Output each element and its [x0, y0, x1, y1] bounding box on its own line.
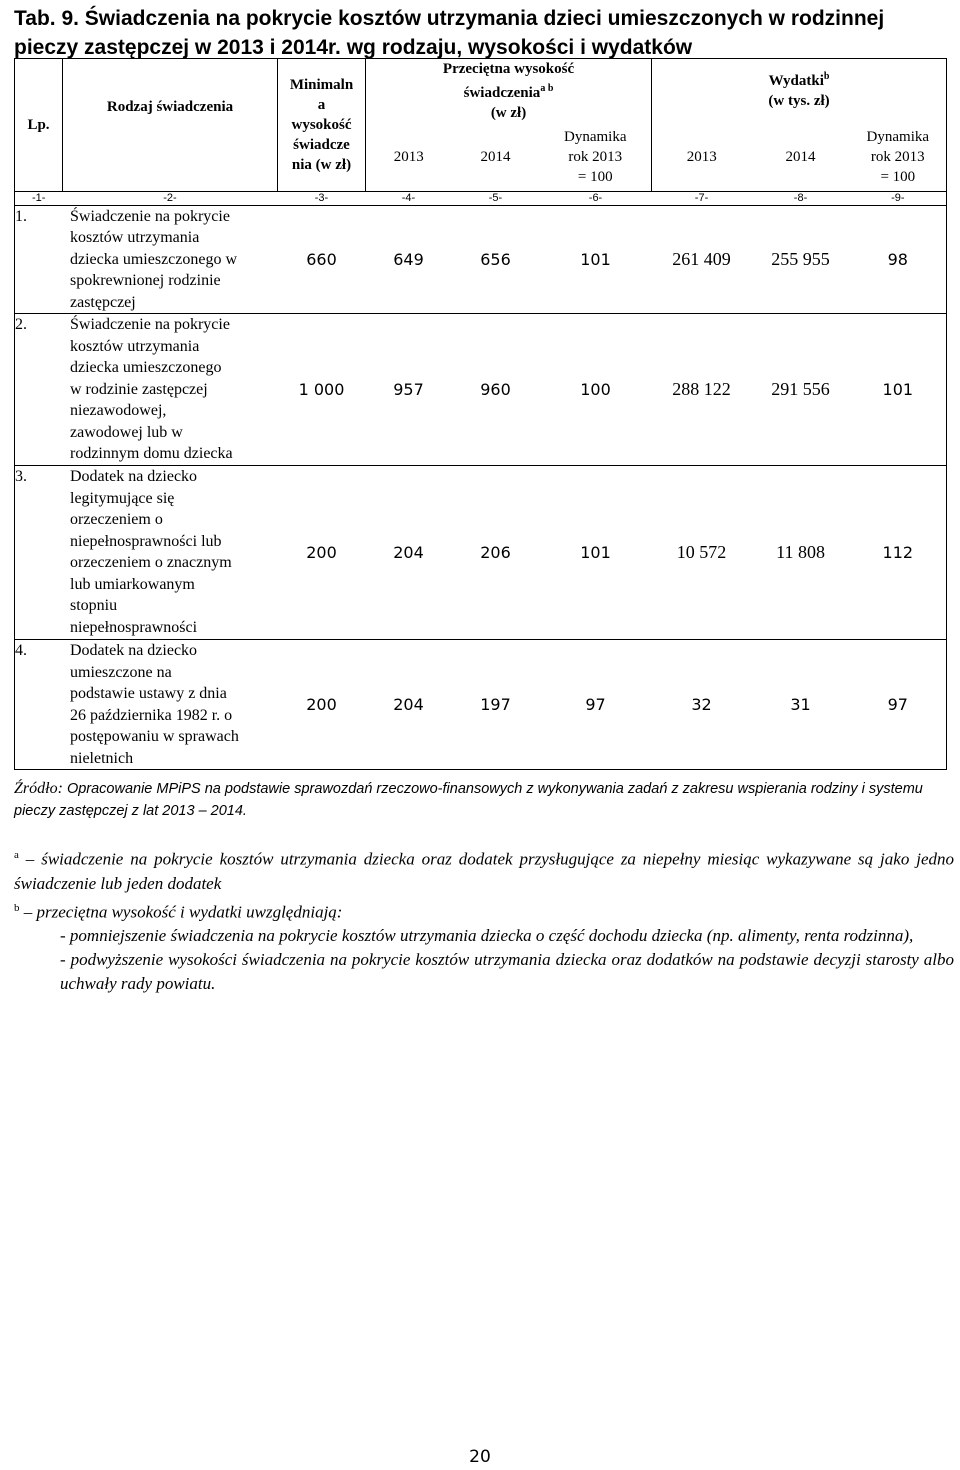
footnote-a — [14, 843, 954, 896]
header-przecietna — [366, 59, 652, 124]
row-type-line: Dodatek na dziecko — [70, 642, 198, 659]
row-type-line: nieletnich — [70, 749, 134, 767]
value-wydatki-2014: 11 808 — [752, 466, 850, 640]
header-wydatki-2013 — [652, 123, 752, 191]
header-wydatki-unit: (w tys. zł) — [768, 93, 830, 109]
header-dynamika-line: rok 2013 — [870, 148, 925, 165]
value-przecietna-2014: 960 — [452, 314, 540, 466]
row-type-line: Świadczenie na pokrycie — [70, 207, 230, 225]
row-type-line: dziecka umieszczonego — [70, 359, 222, 376]
header-year: 2014 — [480, 148, 511, 165]
column-number: -7- — [652, 191, 752, 205]
header-przecietna-line: świadczenia — [463, 85, 541, 101]
value-wydatki-2013: 261 409 — [652, 205, 752, 314]
header-przecietna-dynamika — [540, 123, 652, 191]
footnote-b — [14, 896, 954, 925]
table-row — [15, 205, 947, 314]
header-wydatki-label: Wydatki — [768, 73, 824, 89]
column-number: -4- — [366, 191, 452, 205]
header-year: 2013 — [393, 148, 424, 165]
footnote-b-item: - podwyższenie wysokości świadczenia na pokrycie kosztów utrzymania dziecka oraz dodatków na podstawie decyzji starosty albo uchwały rady powiatu. — [60, 950, 954, 994]
footnote-b-item: - pomniejszenie świadczenia na pokrycie kosztów utrzymania dziecka o część dochodu dziecka (np. alimenty, renta rodzinna), — [60, 926, 914, 946]
header-wydatki-dynamika — [850, 123, 947, 191]
header-dynamika-line: = 100 — [577, 168, 613, 185]
value-minimalna: 1 000 — [278, 314, 366, 466]
value-wydatki-2013: 32 — [652, 640, 752, 770]
value-przecietna-2013: 204 — [366, 466, 452, 640]
header-lp — [15, 59, 63, 192]
row-type-cell — [15, 640, 278, 770]
header-rodzaj-label: Rodzaj świadczenia — [106, 99, 234, 115]
value-wydatki-2013: 288 122 — [652, 314, 752, 466]
row-type-line: zawodowej lub w — [70, 423, 183, 441]
footnote-b-mark: b — [14, 901, 20, 914]
row-lp: 4. — [15, 642, 27, 659]
row-type-line: niepełnosprawności lub — [70, 532, 222, 550]
source-text: Opracowanie MPiPS na podstawie sprawozdań rzeczowo-finansowych z wykonywania zadań z zakresu wspierania rodziny i systemu pieczy zastępczej z lat 2013 – 2014. — [14, 781, 923, 819]
column-number-row — [15, 191, 947, 205]
row-type-line: niezawodowej, — [70, 402, 167, 419]
header-wydatki-sup: b — [823, 71, 830, 82]
row-type-line: rodzinnym domu dziecka — [70, 445, 233, 462]
value-wydatki-dynamika: 112 — [850, 466, 947, 640]
value-przecietna-dynamika: 101 — [540, 205, 652, 314]
row-type-line: orzeczeniem o znacznym — [70, 554, 232, 571]
value-wydatki-2013: 10 572 — [652, 466, 752, 640]
value-przecietna-2013: 649 — [366, 205, 452, 314]
row-type-cell — [15, 466, 278, 640]
value-wydatki-dynamika: 101 — [850, 314, 947, 466]
row-type-line: lub umiarkowanym — [70, 575, 195, 593]
header-przecietna-2014 — [452, 123, 540, 191]
row-type-line: niepełnosprawności — [70, 618, 198, 636]
header-minimalna-line: a — [317, 96, 326, 113]
footnote-a-text: – świadczenie na pokrycie kosztów utrzymania dziecka oraz dodatek przysługujące za niepełny miesiąc wykazywane są jako jedno świadczenie lub jeden dodatek — [14, 849, 955, 893]
header-lp-label: Lp. — [27, 116, 50, 133]
row-type-line: postępowaniu w sprawach — [70, 728, 239, 745]
value-przecietna-2013: 204 — [366, 640, 452, 770]
header-dynamika-line: = 100 — [880, 168, 916, 185]
value-minimalna: 660 — [278, 205, 366, 314]
header-rodzaj — [63, 59, 278, 192]
row-type-line: spokrewnionej rodzinie — [70, 272, 221, 289]
page-number: 20 — [469, 1447, 491, 1467]
benefits-table — [14, 58, 947, 770]
value-przecietna-dynamika: 100 — [540, 314, 652, 466]
column-number: -1- — [15, 191, 63, 205]
footnotes — [14, 843, 954, 996]
value-przecietna-2014: 656 — [452, 205, 540, 314]
header-przecietna-2013 — [366, 123, 452, 191]
row-lp: 2. — [15, 316, 27, 333]
footnote-b-text: – przeciętna wysokość i wydatki uwzględniają: — [23, 902, 343, 922]
value-przecietna-dynamika: 97 — [540, 640, 652, 770]
row-type-line: kosztów utrzymania — [70, 337, 200, 355]
table-row — [15, 466, 947, 640]
value-wydatki-dynamika: 98 — [850, 205, 947, 314]
header-dynamika-line: rok 2013 — [568, 148, 623, 165]
row-lp: 3. — [15, 468, 27, 485]
column-number: -5- — [452, 191, 540, 205]
value-wydatki-2014: 291 556 — [752, 314, 850, 466]
row-type-line: w rodzinie zastępczej — [70, 380, 208, 398]
table-row — [15, 640, 947, 770]
value-wydatki-2014: 255 955 — [752, 205, 850, 314]
header-przecietna-line: Przeciętna wysokość — [442, 61, 575, 77]
value-wydatki-2014: 31 — [752, 640, 850, 770]
column-number: -6- — [540, 191, 652, 205]
row-type-cell — [15, 205, 278, 314]
header-year: 2013 — [686, 148, 717, 165]
row-type-line: legitymujące się — [70, 489, 175, 507]
row-type-line: Świadczenie na pokrycie — [70, 316, 230, 333]
footnote-a-mark: a — [14, 849, 19, 861]
value-przecietna-2013: 957 — [366, 314, 452, 466]
row-type-line: Dodatek na dziecko — [70, 468, 198, 485]
row-type-line: 26 października 1982 r. o — [70, 706, 233, 724]
source-lead: Źródło: — [14, 780, 63, 797]
table-title: Tab. 9. Świadczenia na pokrycie kosztów utrzymania dzieci umieszczonych w rodzinnej pieczy zastępczej w 2013 i 2014r. wg rodzaju, wysokości i wydatków — [14, 7, 885, 59]
header-przecietna-sup: a b — [540, 83, 554, 94]
row-type-cell — [15, 314, 278, 466]
header-minimalna-line: świadcze — [293, 136, 350, 153]
column-number: -8- — [752, 191, 850, 205]
source-note — [14, 778, 954, 822]
header-minimalna-line: wysokość — [291, 116, 352, 133]
value-minimalna: 200 — [278, 466, 366, 640]
header-dynamika-line: Dynamika — [564, 128, 627, 145]
row-type-line: orzeczeniem o — [70, 511, 163, 528]
header-dynamika-line: Dynamika — [866, 128, 930, 145]
row-type-line: stopniu — [70, 597, 118, 614]
row-type-line: zastępczej — [70, 293, 136, 311]
header-wydatki-2014 — [752, 123, 850, 191]
header-minimalna-line: nia (w zł) — [291, 156, 352, 173]
row-lp: 1. — [15, 207, 27, 225]
value-przecietna-2014: 206 — [452, 466, 540, 640]
header-year: 2014 — [785, 148, 816, 165]
header-przecietna-unit: (w zł) — [490, 105, 527, 121]
table-row — [15, 314, 947, 466]
value-przecietna-2014: 197 — [452, 640, 540, 770]
row-type-line: umieszczone na — [70, 663, 172, 681]
row-type-line: kosztów utrzymania — [70, 229, 200, 246]
header-minimalna — [278, 59, 366, 192]
value-przecietna-dynamika: 101 — [540, 466, 652, 640]
value-wydatki-dynamika: 97 — [850, 640, 947, 770]
value-minimalna: 200 — [278, 640, 366, 770]
header-minimalna-line: Minimaln — [289, 76, 354, 93]
row-type-line: dziecka umieszczonego w — [70, 250, 238, 268]
column-number: -9- — [850, 191, 947, 205]
column-number: -3- — [278, 191, 366, 205]
header-wydatki — [652, 59, 947, 124]
row-type-line: podstawie ustawy z dnia — [70, 685, 227, 702]
column-number: -2- — [63, 191, 278, 205]
